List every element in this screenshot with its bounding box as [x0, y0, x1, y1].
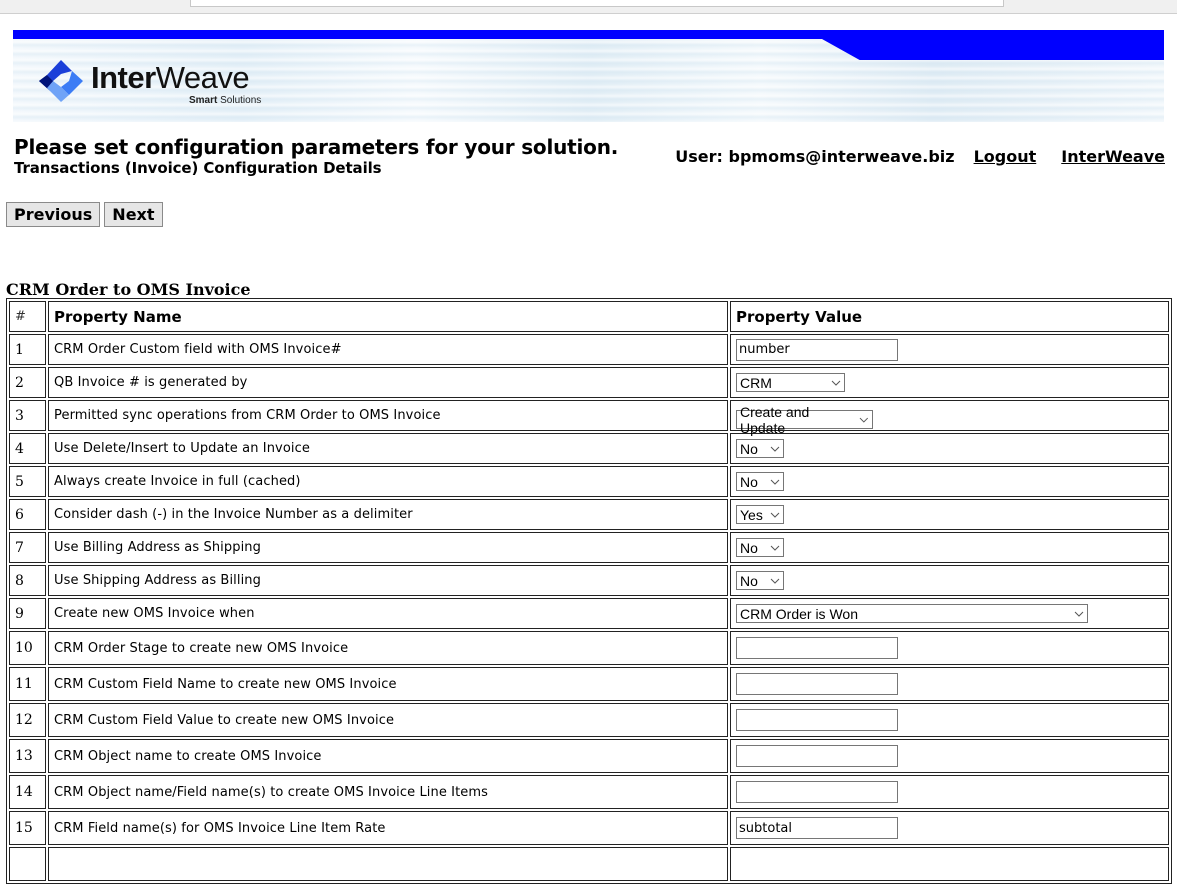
page-subtitle: Transactions (Invoice) Configuration Details [14, 159, 382, 177]
property-name: CRM Object name/Field name(s) to create OMS Invoice Line Items [48, 775, 728, 809]
select-value: No [740, 572, 758, 589]
property-name: CRM Field name(s) for OMS Invoice Line Item Rate [48, 811, 728, 845]
chevron-down-icon [770, 444, 780, 454]
select-value: Yes [740, 506, 763, 523]
property-name: Consider dash (-) in the Invoice Number as a delimiter [48, 499, 728, 530]
table-row [9, 847, 1169, 881]
row-number: 7 [9, 532, 46, 563]
select-value: CRM Order is Won [740, 605, 858, 622]
interweave-home-link[interactable]: InterWeave [1061, 147, 1165, 166]
property-name: Use Billing Address as Shipping [48, 532, 728, 563]
previous-button[interactable]: Previous [6, 202, 100, 227]
shipping-as-billing-select[interactable] [736, 571, 784, 590]
table-row [9, 703, 1169, 737]
property-name: Permitted sync operations from CRM Order to OMS Invoice [48, 400, 728, 431]
row-number: 2 [9, 367, 46, 398]
select-value: No [740, 440, 758, 457]
property-name [48, 847, 728, 881]
custom-field-name-input[interactable] [736, 673, 898, 695]
table-row [9, 631, 1169, 665]
property-name: Use Shipping Address as Billing [48, 565, 728, 596]
crm-order-custom-field-input[interactable] [736, 339, 898, 361]
next-button[interactable]: Next [104, 202, 162, 227]
row-number: 8 [9, 565, 46, 596]
chevron-down-icon [1074, 609, 1084, 619]
row-number: 1 [9, 334, 46, 365]
crm-object-name-input[interactable] [736, 745, 898, 767]
logo-diamond-icon [39, 60, 83, 102]
table-row [9, 499, 1169, 530]
config-table [6, 298, 1172, 884]
row-number: 15 [9, 811, 46, 845]
row-number: 10 [9, 631, 46, 665]
banner-blue-tab [822, 30, 1164, 60]
select-value: CRM [740, 374, 772, 391]
table-row [9, 433, 1169, 464]
custom-field-value-input[interactable] [736, 709, 898, 731]
row-number: 11 [9, 667, 46, 701]
property-name: Use Delete/Insert to Update an Invoice [48, 433, 728, 464]
select-value: Create and Update [740, 403, 810, 436]
column-header-num: # [9, 301, 46, 332]
select-value: No [740, 539, 758, 556]
interweave-logo [39, 59, 299, 109]
table-row [9, 367, 1169, 398]
property-name: CRM Order Custom field with OMS Invoice# [48, 334, 728, 365]
select-value: No [740, 473, 758, 490]
table-row [9, 466, 1169, 497]
property-name: QB Invoice # is generated by [48, 367, 728, 398]
chevron-down-icon [770, 477, 780, 487]
column-header-property-value: Property Value [730, 301, 1169, 332]
billing-as-shipping-select[interactable] [736, 538, 784, 557]
logo-wordmark: InterWeave [91, 60, 250, 95]
chevron-down-icon [770, 543, 780, 553]
table-row [9, 667, 1169, 701]
create-invoice-when-select[interactable] [736, 604, 1088, 623]
delete-insert-update-select[interactable] [736, 439, 784, 458]
property-name: CRM Custom Field Value to create new OMS Invoice [48, 703, 728, 737]
row-number: 14 [9, 775, 46, 809]
table-row [9, 739, 1169, 773]
table-row [9, 598, 1169, 629]
page-title: Please set configuration parameters for your solution. [14, 135, 619, 159]
row-number: 3 [9, 400, 46, 431]
row-number: 5 [9, 466, 46, 497]
wizard-nav [6, 202, 163, 227]
invoice-number-generator-select[interactable] [736, 373, 845, 392]
line-item-rate-input[interactable] [736, 817, 898, 839]
line-items-object-input[interactable] [736, 781, 898, 803]
table-row [9, 811, 1169, 845]
table-row [9, 565, 1169, 596]
sync-operations-select[interactable] [736, 403, 873, 436]
property-name: Always create Invoice in full (cached) [48, 466, 728, 497]
property-name: CRM Custom Field Name to create new OMS Invoice [48, 667, 728, 701]
chevron-down-icon [770, 510, 780, 520]
chevron-down-icon [770, 576, 780, 586]
logout-link[interactable]: Logout [973, 147, 1037, 166]
table-row [9, 334, 1169, 365]
row-number [9, 847, 46, 881]
section-title: CRM Order to OMS Invoice [6, 280, 251, 299]
table-header-row [9, 301, 1169, 332]
row-number: 13 [9, 739, 46, 773]
user-bar [675, 147, 1165, 166]
row-number: 6 [9, 499, 46, 530]
user-label: User: bpmoms@interweave.biz [675, 147, 955, 166]
order-stage-input[interactable] [736, 637, 898, 659]
column-header-property-name: Property Name [48, 301, 728, 332]
property-name: Create new OMS Invoice when [48, 598, 728, 629]
property-value-cell [730, 847, 1169, 881]
row-number: 4 [9, 433, 46, 464]
header-banner [13, 30, 1164, 122]
browser-top-strip [0, 0, 1177, 14]
create-invoice-full-select[interactable] [736, 472, 784, 491]
logo-tagline: Smart Solutions [189, 95, 262, 106]
chevron-down-icon [831, 378, 841, 388]
browser-address-bar[interactable] [190, 0, 1004, 7]
dash-delimiter-select[interactable] [736, 505, 784, 524]
table-row [9, 775, 1169, 809]
table-row [9, 400, 1169, 431]
property-name: CRM Object name to create OMS Invoice [48, 739, 728, 773]
table-row [9, 532, 1169, 563]
row-number: 12 [9, 703, 46, 737]
property-name: CRM Order Stage to create new OMS Invoice [48, 631, 728, 665]
row-number: 9 [9, 598, 46, 629]
chevron-down-icon [859, 415, 869, 425]
